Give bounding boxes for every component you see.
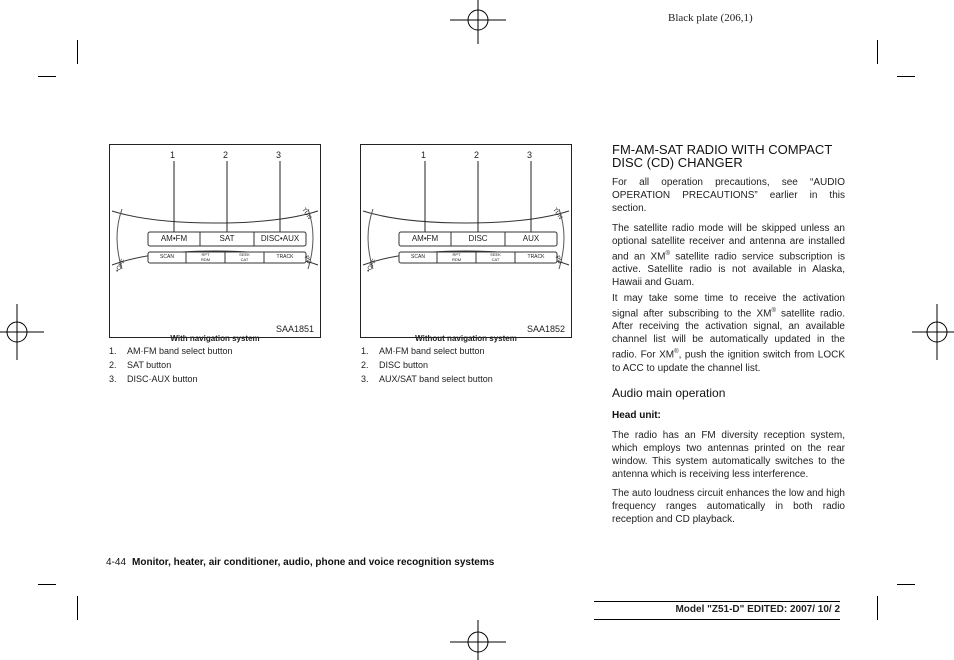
figure-with-navigation	[109, 144, 321, 338]
push-label: PU	[302, 254, 312, 266]
section-title: FM-AM-SAT RADIO WITH COMPACT DISC (CD) CHANGER	[612, 142, 833, 170]
disc-aux-button[interactable]: DISC•AUX	[260, 234, 300, 243]
figure-caption: Without navigation system	[415, 334, 517, 343]
registration-mark-bottom	[450, 620, 506, 660]
list-item: 3. DISC·AUX button	[109, 374, 198, 384]
sat-button[interactable]: SAT	[219, 234, 235, 243]
crop-mark	[897, 76, 915, 77]
list-item: 1. AM·FM band select button	[109, 346, 233, 356]
crop-mark	[77, 596, 78, 620]
chapter-title: Monitor, heater, air conditioner, audio, phone and voice recognition systems	[132, 557, 495, 568]
callout-1: 1	[421, 150, 427, 160]
list-item: 3. AUX/SAT band select button	[361, 374, 493, 384]
paragraph-activation: It may take some time to receive the activation signal after subscribing to the XM® satellite radio. After receiving the activation signal, an available channel list will be automatically updated in the radio. For XM®, push the ignition switch from LOCK to ACC to update the channel list.	[612, 293, 845, 374]
push-label: PU	[553, 254, 563, 266]
list-item: 1. AM·FM band select button	[361, 346, 485, 356]
callout-1: 1	[170, 150, 176, 160]
seek-cat-button[interactable]: SEEK CAT	[490, 252, 501, 262]
crop-mark	[877, 596, 878, 620]
rpt-rdm-button[interactable]: RPT RDM	[451, 252, 462, 262]
track-button[interactable]: TRACK	[527, 254, 545, 260]
callout-3: 3	[276, 150, 282, 160]
paragraph-loudness: The auto loudness circuit enhances the low and high frequency ranges automatically in both radio reception and CD playback.	[612, 488, 845, 525]
registration-mark-right	[912, 304, 954, 360]
list-item: 2. DISC button	[361, 360, 429, 370]
track-button[interactable]: TRACK	[276, 254, 294, 260]
paragraph-satellite: The satellite radio mode will be skipped unless an optional satellite receiver and antenna are installed and an XM® satellite radio service subscription is active. Satellite radio is not available in Alaska, Hawaii and Guam.	[612, 223, 845, 289]
aux-button[interactable]: AUX	[522, 234, 540, 243]
figure-list	[109, 344, 233, 386]
crop-mark	[77, 40, 78, 64]
rpt-rdm-button[interactable]: RPT RDM	[200, 252, 211, 262]
tune-label: TUN	[551, 207, 564, 221]
figure-caption: With navigation system	[170, 334, 260, 343]
page-number: 4-44	[106, 557, 127, 568]
figure-code: SAA1852	[526, 324, 565, 334]
am-fm-button[interactable]: AM•FM	[160, 234, 188, 243]
scan-button[interactable]: SCAN	[160, 254, 174, 260]
subheading-head-unit: Head unit:	[612, 410, 661, 421]
callout-3: 3	[527, 150, 533, 160]
crop-mark	[897, 584, 915, 585]
am-fm-button[interactable]: AM•FM	[411, 234, 439, 243]
scan-button[interactable]: SCAN	[411, 254, 425, 260]
crop-mark	[877, 40, 878, 64]
paragraph-fm-diversity: The radio has an FM diversity reception system, which employs two antennas printed on the rear window. This system automatically switches to the antenna which is receiving less interference.	[612, 430, 845, 480]
crop-mark	[38, 584, 56, 585]
subheading-audio-main-operation: Audio main operation	[612, 386, 726, 400]
callout-2: 2	[474, 150, 480, 160]
paragraph-precautions: For all operation precautions, see “AUDIO OPERATION PRECAUTIONS” earlier in this section.	[612, 177, 845, 214]
figure-without-navigation	[360, 144, 572, 338]
callout-2: 2	[223, 150, 229, 160]
figure-list	[361, 344, 493, 386]
plate-label: Black plate (206,1)	[668, 12, 753, 24]
off-label: •OFF	[114, 258, 128, 274]
model-edited-line: Model "Z51-D" EDITED: 2007/ 10/ 2	[594, 601, 840, 620]
off-label: •OFF	[365, 258, 379, 274]
page-footer	[106, 557, 494, 568]
seek-cat-button[interactable]: SEEK CAT	[239, 252, 250, 262]
registration-mark-top	[450, 0, 506, 44]
tune-label: TUN	[300, 207, 313, 221]
list-item: 2. SAT button	[109, 360, 172, 370]
disc-button[interactable]: DISC	[468, 234, 488, 243]
crop-mark	[38, 76, 56, 77]
figure-code: SAA1851	[275, 324, 314, 334]
registration-mark-left	[0, 304, 44, 360]
